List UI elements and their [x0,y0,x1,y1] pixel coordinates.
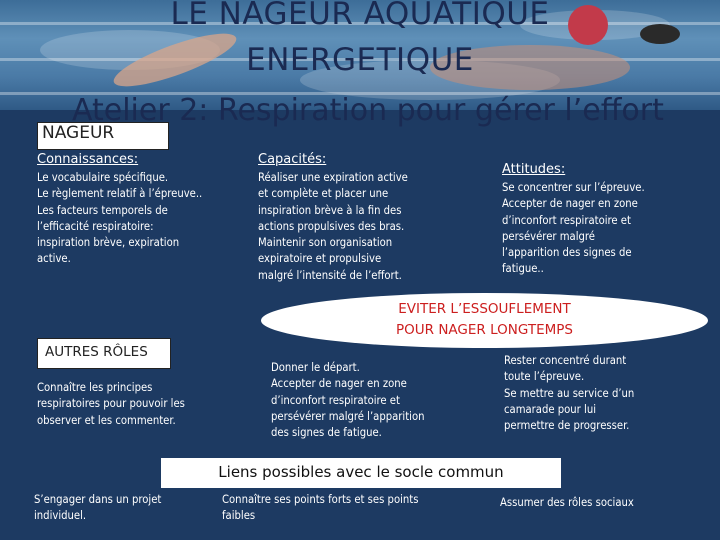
text-line: individuel. [34,509,87,523]
text-line: et complète et placer une [258,187,389,201]
text-line: inspiration brève, expiration [37,236,180,250]
roles-donner-text [271,360,471,441]
text-line: malgré l’intensité de l’effort. [258,268,402,282]
text-line: Le vocabulaire spécifique. [37,171,169,184]
text-line: Les facteurs temporels de [37,203,168,217]
socle-engager-text [34,492,204,525]
nageur-label: NAGEUR [42,123,115,143]
attitudes-heading: Attitudes: [502,162,566,177]
text-line: des signes de fatigue. [271,426,382,440]
attitudes-text [502,180,702,278]
text-line: inspiration brève à la fin des [258,203,402,217]
text-line: respiratoires pour pouvoir les [37,397,185,411]
text-line: fatigue.. [502,262,544,276]
text-line: Maintenir son organisation [258,236,393,250]
socle-connaitre-text [222,492,462,525]
roles-connaitre-text [37,380,227,429]
text-line: expiratoire et propulsive [258,252,382,266]
connaissances-heading: Connaissances: [37,152,139,167]
capacites-heading: Capacités: [258,152,327,167]
text-line: l’apparition des signes de [502,246,632,260]
text-line: permettre de progresser. [504,419,630,433]
text-line: Donner le départ. [271,361,360,374]
text-line: toute l’épreuve. [504,370,585,384]
atelier-heading: Atelier 2: Respiration pour gérer l’effort [72,93,664,128]
text-line: active. [37,252,71,266]
eviter-line-2: POUR NAGER LONGTEMPS [396,322,573,338]
text-line: persévérer malgré [502,229,595,243]
text-line: S’engager dans un projet [34,493,162,506]
text-line: Connaître les principes [37,381,153,394]
text-line: Le règlement relatif à l’épreuve.. [37,187,203,201]
title-line-2: ENERGETIQUE [246,42,474,78]
text-line: Rester concentré durant [504,354,627,367]
liens-label: Liens possibles avec le socle commun [218,463,504,481]
connaissances-text [37,170,247,268]
text-line: observer et les commenter. [37,413,176,427]
text-line: l’efficacité respiratoire: [37,219,154,233]
autres-roles-label: AUTRES RÔLES [45,344,148,360]
text-line: Se concentrer sur l’épreuve. [502,181,645,194]
text-line: actions propulsives des bras. [258,219,405,233]
eviter-line-1: EVITER L’ESSOUFLEMENT [398,301,571,317]
text-line: d’inconfort respiratoire et [271,393,400,407]
text-line: Connaître ses points forts et ses points [222,493,419,506]
text-line: Accepter de nager en zone [502,197,638,211]
capacites-text [258,170,458,284]
roles-rester-text [504,353,704,434]
title-line-1: LE NAGEUR AQUATIQUE [170,0,550,32]
text-line: persévérer malgré l’apparition [271,409,425,423]
text-line: d’inconfort respiratoire et [502,213,631,227]
eviter-text [261,299,708,341]
text-line: Réaliser une expiration active [258,171,408,184]
text-line: Se mettre au service d’un [504,386,635,400]
text-line: camarade pour lui [504,402,596,416]
socle-assumer-text: Assumer des rôles sociaux [500,496,634,509]
text-line: Accepter de nager en zone [271,377,407,391]
text-line: faibles [222,509,256,523]
